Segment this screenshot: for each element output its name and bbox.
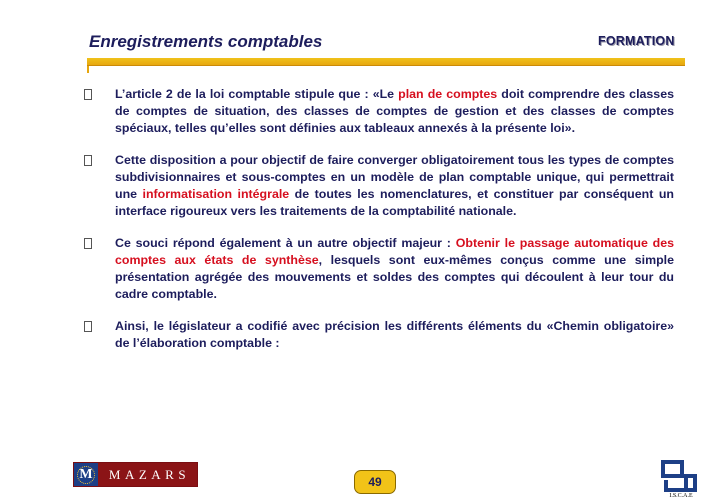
bullet-text-part: , lesquels sont eux-mêmes conçus comme une simple présentation agrégée des mouvements et soldes des comptes qui découlent à leur tour du cadre comptable. xyxy=(115,253,674,301)
mazars-logo-word: MAZARS xyxy=(108,466,191,482)
bullet-text-part: doit comprendre des classes de comptes de situation, des classes de comptes de gestion et des classes de comptes spéciaux, telles qu’elles sont définies aux tableaux annexés à la présente loi». xyxy=(115,87,674,135)
bullet-item-4 xyxy=(84,318,674,352)
bullet-text-part: Ainsi, le législateur a codifié avec précision les différents éléments du «Chemin obligatoire» de l’élaboration comptable : xyxy=(115,319,674,350)
bullet-item-3 xyxy=(84,235,674,303)
mazars-logo-letter: M xyxy=(79,466,93,482)
bullet-highlight: informatisation intégrale xyxy=(142,187,290,201)
header-rule-tick xyxy=(87,66,89,73)
mazars-logo-mark xyxy=(74,463,98,486)
bullet-highlight: Obtenir le passage automatique des comptes aux états de synthèse xyxy=(115,236,675,267)
bullet-text-part: Ce souci répond également à un autre objectif majeur : xyxy=(115,236,456,250)
bullet-text-part: de toutes les nomenclatures, et constituer par conséquent un interface rigoureux vers les traitements de la comptabilité nationale. xyxy=(115,187,674,218)
bullet-text xyxy=(115,152,674,220)
section-tag: FORMATION xyxy=(598,34,675,48)
bullet-square-icon xyxy=(84,321,92,332)
bullet-square-icon xyxy=(84,89,92,100)
bullet-text-part: Cette disposition a pour objectif de faire converger obligatoirement tous les types de comptes subdivisionnaires et sous-comptes en un modèle de plan comptable unique, qui permettrait une xyxy=(115,153,674,201)
page-title: Enregistrements comptables xyxy=(89,32,323,51)
iscae-logo-text: I.S.C.A.E xyxy=(669,493,693,499)
bullet-text xyxy=(115,235,674,303)
mazars-logo xyxy=(73,462,198,487)
bullet-item-1 xyxy=(84,86,674,137)
bullet-text xyxy=(115,318,674,352)
header-rule xyxy=(87,58,685,66)
page-number: 49 xyxy=(354,470,396,494)
bullet-list xyxy=(84,86,674,367)
bullet-square-icon xyxy=(84,238,92,249)
iscae-logo-icon xyxy=(660,458,698,494)
bullet-text xyxy=(115,86,674,137)
bullet-text-part: L’article 2 de la loi comptable stipule que : «Le xyxy=(115,87,399,101)
bullet-highlight: plan de comptes xyxy=(398,87,498,101)
bullet-square-icon xyxy=(84,155,92,166)
bullet-item-2 xyxy=(84,152,674,220)
